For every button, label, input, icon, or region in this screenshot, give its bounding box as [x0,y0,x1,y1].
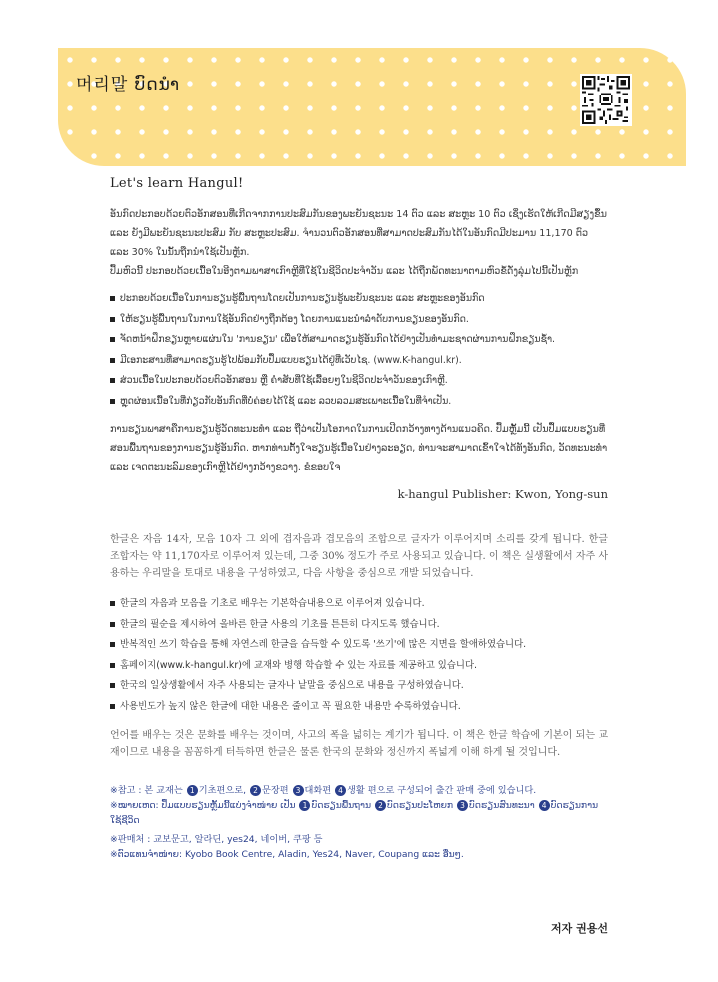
lao-closing-paragraph: ການຮຽນພາສາຄືການຮຽນຮູ້ວັດທະນະທຳ ແລະ ຖືວ່າເປັນໂອກາດໃນການເປີດກວ້າງທາງດ້ານແນວຄິດ. ປຶ້ມຫຼັ້ມນີ້ ເປັນປຶ້ມແບບຮຽນທີ່ສອນພື້ນຖານຂອງການຮຽນຮູ້ອັນກົດ. ຫາກທ່ານຕັ້ງໃຈຮຽນຮູ້ເນື້ອໃນຢ່າງລະອຽດ, ທ່ານຈະສາມາດເຂົ້າໃຈໄດ້ທັງອັນກົດ, ວັດທະນະທຳ ແລະ ເຈດຕະນະລົມຂອງເກົາຫຼີໄດ້ຢ່າງກວ້າງຂວາງ. ຂໍຂອບໃຈ [110,424,608,473]
list-item: 한글의 자음과 모음을 기초로 배우는 기본학습내용으로 이루어져 있습니다. [110,594,608,615]
number-badge-icon: 1 [299,800,310,811]
korean-closing-paragraph: 언어를 배우는 것은 문화를 배우는 것이며, 사고의 폭을 넓히는 계기가 됩니다. 이 책은 한글 학습에 기본이 되는 교재이므로 내용을 꼼꼼하게 터득하면 한글은 물론 한국의 문화와 정신까지 폭넓게 이해 하게 될 것입니다. [110,730,608,758]
korean-bullet-list [110,594,608,717]
lao-sellers-note: ※ຕົວແທນຈຳໜ່າຍ: Kyobo Book Centre, Aladin, Yes24, Naver, Coupang ແລະ ອື່ນໆ. [110,849,464,860]
list-item: 한국의 일상생활에서 자주 사용되는 글자나 낱말을 중심으로 내용을 구성하였습니다. [110,676,608,697]
page-title: 머리말 ບົດນຳ [76,75,181,95]
bullet-square-icon [110,337,115,342]
lao-series-note: ※ໝາຍເຫດ: ປຶ້ມແບບຮຽນຫຼັ້ມນີ້ແບ່ງຈຳໜ່າຍ ເປັນ 1 ບົດຮຽນພື້ນຖານ 2 ບົດຮຽນປະໂຫຍກ 3 ບົດຮຽນສົນທະນາ 4 ບົດຮຽນການໃຊ້ຊີວິດ [110,800,599,826]
header-banner [58,48,686,166]
number-badge-icon: 2 [250,785,261,796]
number-badge-icon: 3 [293,785,304,796]
bullet-square-icon [110,378,115,383]
bullet-square-icon [110,317,115,322]
korean-series-note: ※참고 : 본 교재는 1 기초편으로, 2 문장편 3 대화편 4 생활 편으로 구성되어 출간 판매 중에 있습니다. [110,785,537,796]
qr-code-icon[interactable] [580,74,632,126]
bullet-square-icon [110,399,115,404]
list-item: 한글의 필순을 제시하여 올바른 한글 사용의 기초를 튼튼히 다지도록 했습니다. [110,615,608,636]
publisher-signature: k-hangul Publisher: Kwon, Yong-sun [397,487,608,501]
list-item: ປະກອບດ້ວຍເນື້ອໃນການຮຽນຮູ້ພື້ນຖານໂດຍເປັນການຮຽນຮູ້ພະຍັນຊະນະ ແລະ ສະຫຼະຂອງອັນກົດ [110,289,608,310]
lao-bullet-list [110,289,608,412]
intro-heading: Let's learn Hangul! [110,176,244,191]
list-item: ມີເອກະສານທີ່ສາມາດຮຽນຮູ້ໄປພ້ອມກັບປຶ້ມແບບຮຽນໄດ້ຢູ່ທີ່ເວັບໄຊ. (www.K-hangul.kr). [110,351,608,372]
bullet-square-icon [110,683,115,688]
number-badge-icon: 1 [187,785,198,796]
bullet-square-icon [110,663,115,668]
list-item: ຫຼຸດຜ່ອນເນື້ອໃນທີ່ກ່ຽວກັບອັນກົດທີ່ບໍ່ຄ່ອຍໄດ້ໃຊ້ ແລະ ລວບລວມສະເພາະເນື້ອໃນທີ່ຈຳເປັນ. [110,392,608,413]
number-badge-icon: 3 [457,800,468,811]
korean-intro-paragraph: 한글은 자음 14자, 모음 10자 그 외에 겹자음과 겹모음의 조합으로 글자가 이루어지며 소리를 갖게 됩니다. 한글 조합자는 약 11,170자로 이루어져 있는데, 그중 30% 정도가 주로 사용되고 있습니다. 이 책은 실생활에서 자주 사용하는 우리말을 토대로 내용을 구성하였고, 다음 사항을 중심으로 개발 되었습니다. [110,534,608,579]
bullet-square-icon [110,704,115,709]
notes-section [110,783,608,862]
bullet-square-icon [110,622,115,627]
preface-content [110,176,608,862]
bullet-square-icon [110,642,115,647]
bullet-square-icon [110,296,115,301]
list-item: 홈페이지(www.k-hangul.kr)에 교재와 병행 학습할 수 있는 자료를 제공하고 있습니다. [110,656,608,677]
list-item: ສ່ວນເນື້ອໃນປະກອບດ້ວຍຕົວອັກສອນ ຫຼື ຄຳສັບທີ່ໃຊ້ເລື້ອຍໆໃນຊີວິດປະຈຳວັນຂອງເກົາຫຼີ. [110,371,608,392]
list-item: ຈັດຫນ້າຝຶກຂຽນຫຼາຍແຜ່ນໃນ 'ການຂຽນ' ເພື່ອໃຫ້ສາມາດຮຽນຮູ້ອັນກົດໄດ້ຢ່າງເປັນທຳມະຊາດຜ່ານການຝຶກຂຽນຊ້ຳ. [110,330,608,351]
list-item: 반복적인 쓰기 학습을 통해 자연스레 한글을 습득할 수 있도록 '쓰기'에 많은 지면을 할애하였습니다. [110,635,608,656]
korean-sellers-note: ※판매처 : 교보문고, 알라딘, yes24, 네이버, 쿠팡 등 [110,834,323,845]
lao-intro-paragraph-1: ອັນກົດປະກອບດ້ວຍຕົວອັກສອນທີ່ເກີດຈາກການປະສົມກັນຂອງພະຍັນຊະນະ 14 ຕົວ ແລະ ສະຫຼະ 10 ຕົວ ເຊິ່ງເຮັດໃຫ້ເກີດມີສຽງຂຶ້ນ ແລະ ຍັງມີພະຍັນຊະນະປະສົມ ກັບ ສະຫຼະປະສົມ. ຈຳນວນຕົວອັກສອນທີ່ສາມາດປະສົມກັນໄດ້ໃນອັນກົດມີປະມານ 11,170 ຕົວ ແລະ 30% ໃນນັ້ນຖືກນຳໃຊ້ເປັນຫຼັກ. [110,209,607,258]
author-name: 저자 권용선 [551,922,608,935]
number-badge-icon: 4 [335,785,346,796]
number-badge-icon: 4 [539,800,550,811]
bullet-square-icon [110,601,115,606]
list-item: ໃຫ້ຮຽນຮູ້ພື້ນຖານໃນການໃຊ້ອັນກົດຢ່າງຖືກຕ້ອງ ໂດຍການແນະນຳລຳດັບການຂຽນຂອງອັນກົດ. [110,310,608,331]
bullet-square-icon [110,358,115,363]
number-badge-icon: 2 [375,800,386,811]
list-item: 사용빈도가 높지 않은 한글에 대한 내용은 줄이고 꼭 필요한 내용만 수록하였습니다. [110,697,608,718]
lao-intro-paragraph-2: ປຶ້ມຫົວນີ້ ປະກອບດ້ວຍເນື້ອໃນອີງຕາມພາສາເກົາຫຼີທີ່ໃຊ້ໃນຊີວິດປະຈຳວັນ ແລະ ໄດ້ຖືກພັດທະນາຕາມຫົວຂໍ້ດັ່ງລຸ່ມໄປນີ້ເປັນຫຼັກ [110,266,579,277]
